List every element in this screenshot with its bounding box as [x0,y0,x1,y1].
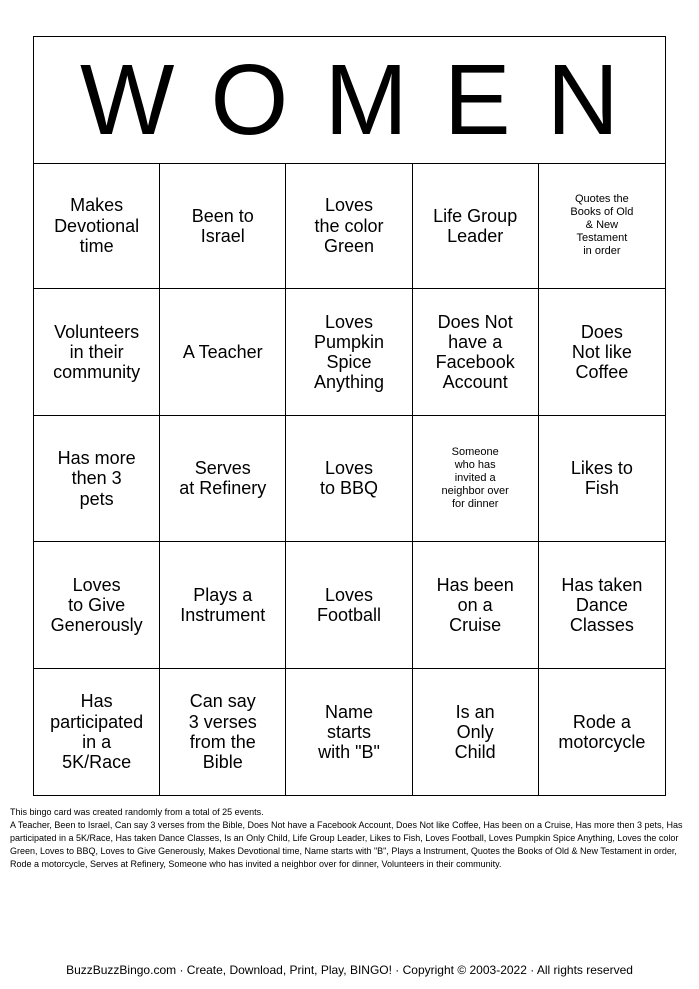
bingo-cell-text: Someone who has invited a neighbor over for dinner [441,445,509,511]
bingo-cell[interactable] [286,542,412,668]
header-letter: N [546,44,619,156]
bingo-cell-text: Loves to BBQ [319,458,378,499]
bingo-card [33,36,666,796]
bingo-grid [34,163,665,795]
bingo-cell[interactable] [34,163,160,289]
bingo-cell[interactable] [160,542,286,668]
bingo-cell[interactable] [413,542,539,668]
bingo-cell[interactable] [286,416,412,542]
bingo-cell[interactable] [160,289,286,415]
card-info [10,806,692,871]
bingo-cell-text: Plays a Instrument [180,584,266,625]
bingo-cell[interactable] [413,289,539,415]
info-summary: This bingo card was created randomly from a total of 25 events. [10,807,264,817]
bingo-cell-text: Life Group Leader [433,205,518,246]
bingo-cell-text: Serves at Refinery [179,458,267,499]
bingo-cell[interactable] [539,163,665,289]
bingo-cell[interactable] [160,163,286,289]
bingo-cell[interactable] [34,416,160,542]
bingo-cell-text: Can say 3 verses from the Bible [188,691,257,772]
bingo-cell[interactable] [160,669,286,795]
bingo-cell-text: Likes to Fish [570,458,633,499]
bingo-cell-text: A Teacher [182,342,263,363]
bingo-cell-text: Makes Devotional time [54,195,140,256]
bingo-cell-text: Has taken Dance Classes [561,574,643,635]
bingo-cell[interactable] [34,669,160,795]
bingo-cell[interactable] [286,163,412,289]
bingo-cell[interactable] [34,542,160,668]
bingo-cell-text: Loves the color Green [314,195,384,256]
bingo-cell-text: Is an Only Child [454,701,496,762]
header-letter: E [443,44,511,156]
bingo-cell-text: Name starts with "B" [318,701,380,762]
bingo-cell[interactable] [539,669,665,795]
bingo-cell-text: Does Not have a Facebook Account [435,311,515,393]
site-footer: BuzzBuzzBingo.com · Create, Download, Print, Play, BINGO! · Copyright © 2003-2022 · All rights reserved [66,963,633,977]
header-letter: M [324,44,408,156]
bingo-cell[interactable] [413,416,539,542]
bingo-cell-text: Loves Football [316,584,382,625]
bingo-cell[interactable] [413,163,539,289]
bingo-cell-text: Rode a motorcycle [558,711,646,752]
header-letter: O [210,44,289,156]
bingo-cell-text: Has more then 3 pets [57,448,136,509]
bingo-cell[interactable] [413,669,539,795]
bingo-header [34,37,665,164]
bingo-cell[interactable] [160,416,286,542]
bingo-cell[interactable] [539,416,665,542]
bingo-cell[interactable] [286,669,412,795]
bingo-cell-text: Quotes the Books of Old & New Testament in order [570,192,634,258]
bingo-cell-text: Has been on a Cruise [436,574,514,635]
info-event-list: A Teacher, Been to Israel, Can say 3 verses from the Bible, Does Not have a Facebook Account, Does Not like Coffee, Has been on a Cruise, Has more then 3 pets, Has participated in a 5K/Race, Has taken Dance Classes, Is an Only Child, Life Group Leader, Likes to Fish, Loves Football, Loves Pumpkin Spice Anything, Loves the color Green, Loves to BBQ, Loves to Give Generously, Makes Devotional time, Name starts with "B", Plays a Instrument, Quotes the Books of Old & New Testament in order, Rode a motorcycle, Serves at Refinery, Someone who has invited a neighbor over for dinner, Volunteers in their community. [10,820,683,869]
bingo-cell-text: Volunteers in their community [53,321,141,383]
header-letter: W [80,44,175,156]
bingo-cell-text: Does Not like Coffee [571,321,632,383]
bingo-cell[interactable] [539,289,665,415]
bingo-cell-text: Has participated in a 5K/Race [50,691,144,772]
bingo-cell-text: Loves to Give Generously [50,574,143,635]
bingo-cell[interactable] [539,542,665,668]
bingo-cell[interactable] [286,289,412,415]
bingo-cell-text: Loves Pumpkin Spice Anything [313,311,385,393]
bingo-cell[interactable] [34,289,160,415]
bingo-cell-text: Been to Israel [191,205,254,246]
